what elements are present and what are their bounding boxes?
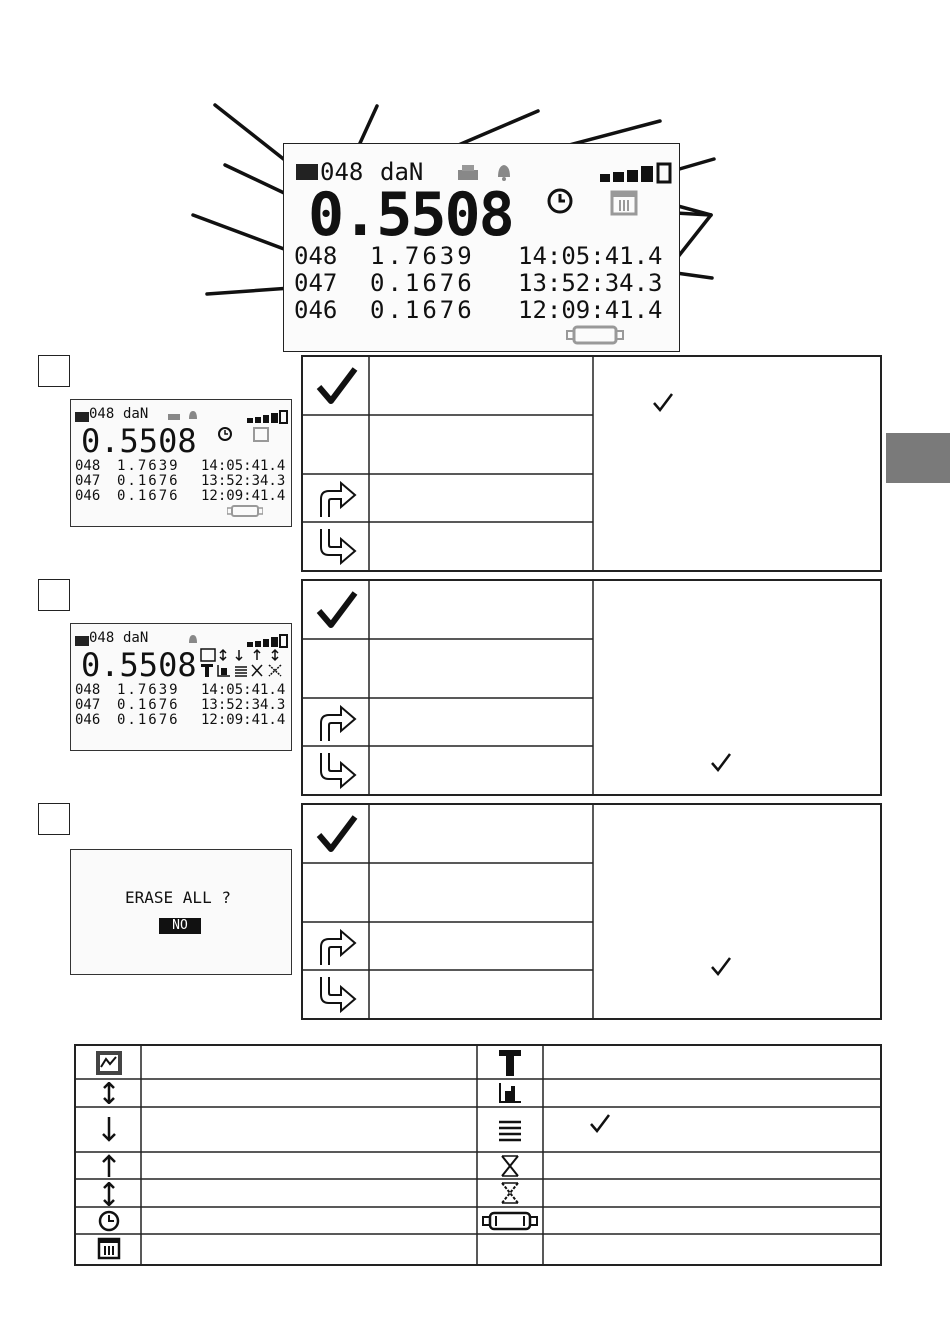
- log-value: 0.1676: [117, 712, 180, 728]
- step-number-box: [38, 803, 70, 835]
- calendar-icon: [253, 426, 269, 442]
- log-value: 0.1676: [117, 697, 180, 713]
- log-value: 1.7639: [117, 458, 180, 474]
- clock-icon: [217, 426, 233, 442]
- checkmark-icon: [588, 1112, 612, 1134]
- log-value: 0.1676: [370, 269, 475, 297]
- log-time: 14:05:41.4: [518, 242, 663, 270]
- main-reading: 0.5508: [308, 180, 513, 250]
- checkmark-key-icon: [315, 589, 359, 631]
- arrow-down-key-icon: [315, 525, 359, 569]
- tension-compression-icon: [100, 1082, 118, 1104]
- step-number-box: [38, 579, 70, 611]
- log-time: 13:52:34.3: [201, 697, 286, 713]
- step2-table-grid: [303, 581, 880, 794]
- section-tab: [886, 433, 950, 483]
- unit-label: daN: [380, 158, 424, 186]
- memory-icon: [75, 412, 89, 422]
- log-value: 1.7639: [370, 242, 475, 270]
- log-time: 13:52:34.3: [518, 269, 663, 297]
- log-time: 14:05:41.4: [201, 682, 286, 698]
- log-time: 12:09:41.4: [201, 712, 286, 728]
- memory-index: 048: [89, 630, 115, 646]
- log-index: 048: [75, 682, 101, 698]
- step1-key-table: [301, 355, 882, 572]
- peak-hold-icon: [497, 1048, 523, 1078]
- alarm-bell-icon: [494, 162, 514, 182]
- log-time: 14:05:41.4: [201, 458, 286, 474]
- menu-icons-grid: [199, 648, 289, 678]
- sensor-icon: [482, 1210, 538, 1232]
- tension-compression-alt-icon: [100, 1182, 118, 1206]
- alarm-bell-icon: [187, 409, 199, 421]
- screen1-lcd: [70, 399, 292, 527]
- log-index: 048: [75, 458, 101, 474]
- log-value: 0.1676: [370, 296, 475, 324]
- unit-label: daN: [123, 630, 149, 646]
- checkmark-key-icon: [315, 813, 359, 855]
- log-value: 0.1676: [117, 488, 180, 504]
- erase-all-prompt: ERASE ALL ?: [125, 888, 231, 907]
- graph-mode-icon: [94, 1049, 124, 1077]
- checkmark-icon: [709, 751, 733, 773]
- unit-label: daN: [123, 406, 149, 422]
- erase-icon: [499, 1154, 521, 1178]
- sensor-icon: [566, 324, 624, 346]
- arrow-up-key-icon: [315, 701, 359, 745]
- alarm-bell-icon: [187, 633, 199, 645]
- log-index: 047: [294, 269, 338, 297]
- log-time: 13:52:34.3: [201, 473, 286, 489]
- compression-icon: [100, 1116, 118, 1142]
- log-time: 12:09:41.4: [201, 488, 286, 504]
- chart-memory-icon: [497, 1081, 523, 1105]
- tension-icon: [100, 1154, 118, 1178]
- log-value: 1.7639: [117, 682, 180, 698]
- screen3-lcd: [70, 849, 292, 975]
- calendar-icon: [97, 1236, 121, 1260]
- screen2-lcd: [70, 623, 292, 751]
- battery-level-icon: [247, 410, 289, 424]
- log-index: 046: [75, 712, 101, 728]
- memory-index: 048: [320, 158, 364, 186]
- log-index: 047: [75, 697, 101, 713]
- battery-level-icon: [247, 634, 289, 648]
- arrow-up-key-icon: [315, 925, 359, 969]
- checkmark-icon: [651, 391, 675, 413]
- step3-key-table: [301, 803, 882, 1020]
- printer-icon: [167, 410, 181, 421]
- arrow-down-key-icon: [315, 973, 359, 1017]
- clock-icon: [97, 1209, 121, 1233]
- battery-level-icon: [600, 162, 674, 184]
- step-number-box: [38, 355, 70, 387]
- main-reading: 0.5508: [81, 422, 197, 460]
- log-value: 0.1676: [117, 473, 180, 489]
- sensor-icon: [227, 504, 263, 518]
- legend-grid: [76, 1046, 880, 1264]
- arrow-down-key-icon: [315, 749, 359, 793]
- main-reading: 0.5508: [81, 646, 197, 684]
- log-time: 12:09:41.4: [518, 296, 663, 324]
- memory-icon: [75, 636, 89, 646]
- list-memory-icon: [497, 1118, 523, 1144]
- calendar-icon: [610, 188, 638, 216]
- checkmark-key-icon: [315, 365, 359, 407]
- memory-index: 048: [89, 406, 115, 422]
- log-index: 048: [294, 242, 338, 270]
- arrow-up-key-icon: [315, 477, 359, 521]
- log-index: 046: [75, 488, 101, 504]
- memory-icon: [296, 164, 318, 180]
- clock-icon: [546, 187, 574, 215]
- erase-all-icon: [499, 1181, 521, 1205]
- icon-legend-table: [74, 1044, 882, 1266]
- log-index: 047: [75, 473, 101, 489]
- step2-key-table: [301, 579, 882, 796]
- step3-table-grid: [303, 805, 880, 1018]
- erase-option-no[interactable]: NO: [159, 918, 201, 934]
- checkmark-icon: [709, 955, 733, 977]
- step1-table-grid: [303, 357, 880, 570]
- main-lcd-display: [283, 143, 680, 352]
- log-index: 046: [294, 296, 338, 324]
